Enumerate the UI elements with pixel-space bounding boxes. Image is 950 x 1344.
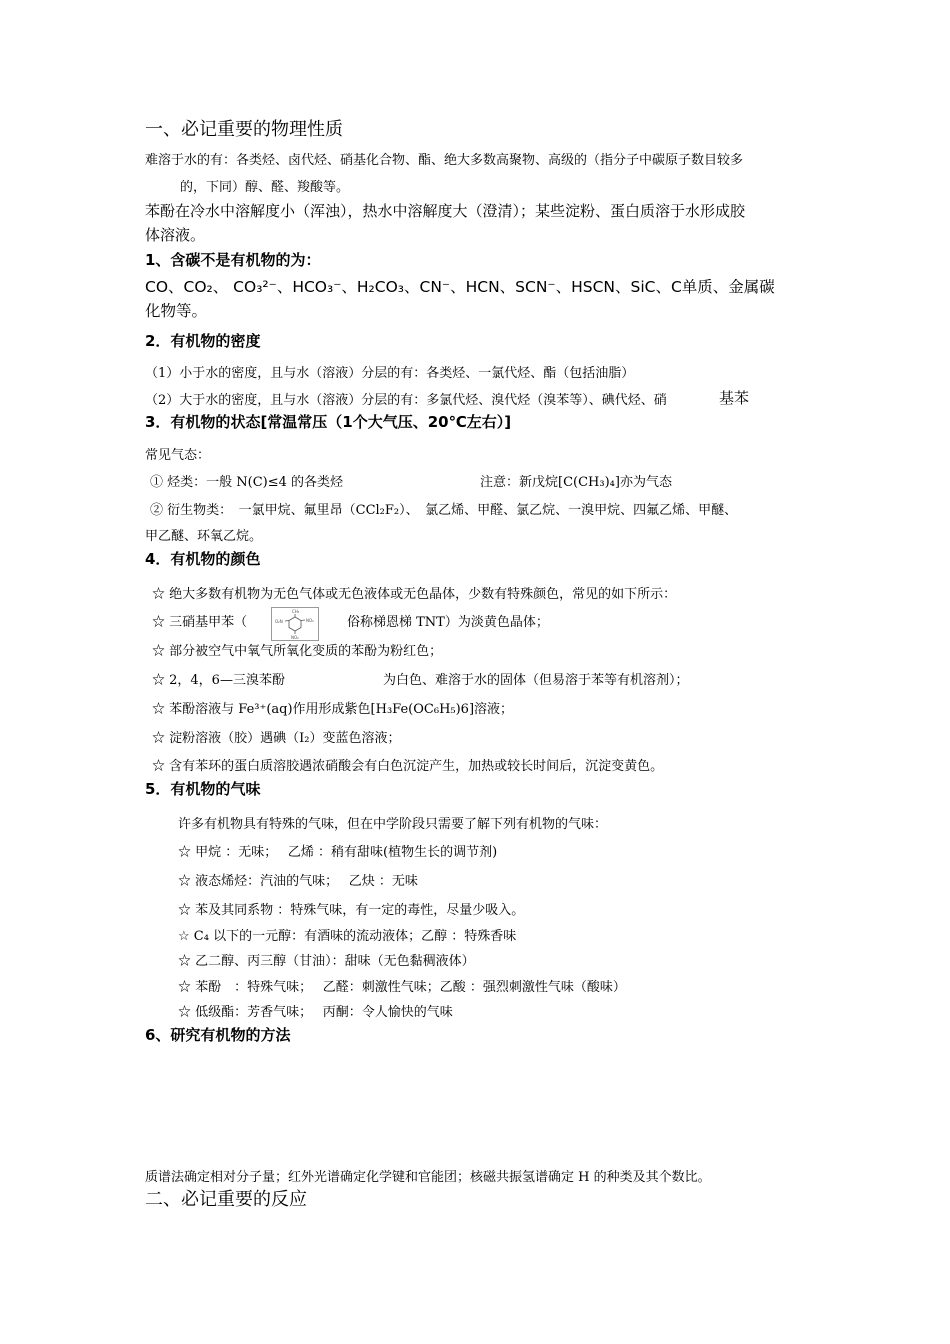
- text-color-phenol-pink: ☆ 部分被空气中氧气所氧化变质的苯酚为粉红色；: [152, 644, 443, 659]
- text-odor-alkenes: ☆ 液态烯烃：汽油的气味； 乙炔 ：无味: [178, 874, 418, 889]
- text-color-starch-iodine: ☆ 淀粉溶液（胶）遇碘（I₂）变蓝色溶液；: [152, 731, 401, 746]
- text-carbon-list-2: 化物等。: [145, 302, 208, 320]
- text-phenol-1: 苯酚在冷水中溶解度小（浑浊），热水中溶解度大（澄清）；某些淀粉、蛋白质溶于水形成胶: [145, 202, 746, 220]
- heading-2-density: 2．有机物的密度: [145, 332, 261, 350]
- tnt-label-no2-right: NO₂: [306, 618, 314, 623]
- text-color-tnt-a: ☆ 三硝基甲苯（: [152, 615, 248, 630]
- text-density-1: （1）小于水的密度，且与水（溶液）分层的有：各类烃、一氯代烃、酯（包括油脂）: [145, 366, 635, 381]
- text-gas-intro: 常见气态：: [145, 448, 211, 463]
- heading-6-methods: 6、研究有机物的方法: [145, 1026, 291, 1044]
- tnt-label-o2n: O₂N: [275, 619, 283, 624]
- text-odor-alcohols: ☆ C₄ 以下的一元醇：有酒味的流动液体；乙醇 ：特殊香味: [178, 929, 517, 944]
- text-carbon-list-1: CO、CO₂、 CO₃²⁻、HCO₃⁻、H₂CO₃、CN⁻、HCN、SCN⁻、HSCN、SiC、C单质、金属碳: [145, 278, 775, 296]
- text-odor-intro: 许多有机物具有特殊的气味，但在中学阶段只需要了解下列有机物的气味：: [178, 817, 608, 832]
- section-title-reactions: 二、必记重要的反应: [145, 1189, 307, 1210]
- text-insoluble-2: 的，下同）醇、醛、羧酸等。: [180, 180, 350, 195]
- text-gas-derivatives: ② 衍生物类： 一氯甲烷、氟里昂（CCl₂F₂）、 氯乙烯、甲醛、氯乙烷、一溴甲烷、四氟乙烯、甲醚、: [150, 503, 738, 518]
- heading-5-odor: 5．有机物的气味: [145, 780, 261, 798]
- tnt-structure-drawing: [272, 608, 318, 640]
- heading-1-non-organic-carbon: 1、含碳不是有机物的为：: [145, 251, 321, 269]
- text-color-tnt-b: 俗称梯恩梯 TNT）为淡黄色晶体；: [347, 615, 549, 630]
- text-color-tribromophenol-b: 为白色、难溶于水的固体（但易溶于苯等有机溶剂）；: [383, 673, 689, 688]
- text-odor-methane-ethylene: ☆ 甲烷 ：无味； 乙烯 ：稍有甜味(植物生长的调节剂): [178, 845, 498, 860]
- text-color-1: ☆ 绝大多数有机物为无色气体或无色液体或无色晶体，少数有特殊颜色，常见的如下所示：: [152, 587, 677, 602]
- tnt-structure-image: [271, 607, 319, 641]
- text-color-protein: ☆ 含有苯环的蛋白质溶胶遇浓硝酸会有白色沉淀产生，加热或较长时间后，沉淀变黄色。: [152, 759, 664, 774]
- text-gas-derivatives-2: 甲乙醚、环氧乙烷。: [145, 529, 263, 544]
- tnt-label-no2-bottom: NO₂: [291, 635, 299, 640]
- tnt-label-ch3: CH₃: [292, 609, 300, 614]
- text-density-2: （2）大于水的密度，且与水（溶液）分层的有：多氯代烃、溴代烃（溴苯等）、碘代烃、硝: [145, 393, 667, 408]
- text-phenol-2: 体溶液。: [145, 226, 206, 244]
- heading-3-state: 3．有机物的状态[常温常压（1个大气压、20℃左右）]: [145, 413, 512, 431]
- text-color-tribromophenol-a: ☆ 2，4，6—三溴苯酚: [152, 673, 285, 688]
- text-odor-phenol-aldehyde-acid: ☆ 苯酚 ：特殊气味； 乙醛：刺激性气味；乙酸 ：强烈刺激性气味（酸味）: [178, 980, 626, 995]
- text-gas-note: 注意：新戊烷[C(CH₃)₄]亦为气态: [480, 475, 672, 490]
- text-methods-spectroscopy: 质谱法确定相对分子量；红外光谱确定化学键和官能团；核磁共振氢谱确定 H 的种类及其个数比。: [145, 1170, 711, 1185]
- text-density-2-tail: 基苯: [719, 389, 750, 407]
- heading-4-color: 4．有机物的颜色: [145, 550, 261, 568]
- text-color-iron-complex: ☆ 苯酚溶液与 Fe³⁺(aq)作用形成紫色[H₃Fe(OC₆H₅)6]溶液；: [152, 702, 514, 717]
- text-odor-benzene: ☆ 苯及其同系物 ：特殊气味，有一定的毒性，尽量少吸入。: [178, 903, 525, 918]
- text-odor-esters: ☆ 低级酯：芳香气味； 丙酮：令人愉快的气味: [178, 1005, 453, 1020]
- text-insoluble-1: 难溶于水的有：各类烃、卤代烃、硝基化合物、酯、绝大多数高聚物、高级的（指分子中碳原子数目较多: [145, 153, 744, 168]
- text-odor-glycol: ☆ 乙二醇、丙三醇（甘油）：甜味（无色黏稠液体）: [178, 954, 475, 969]
- section-title-physical-properties: 一、必记重要的物理性质: [145, 119, 343, 140]
- text-gas-hydrocarbons: ① 烃类：一般 N(C)≤4 的各类烃: [150, 475, 344, 490]
